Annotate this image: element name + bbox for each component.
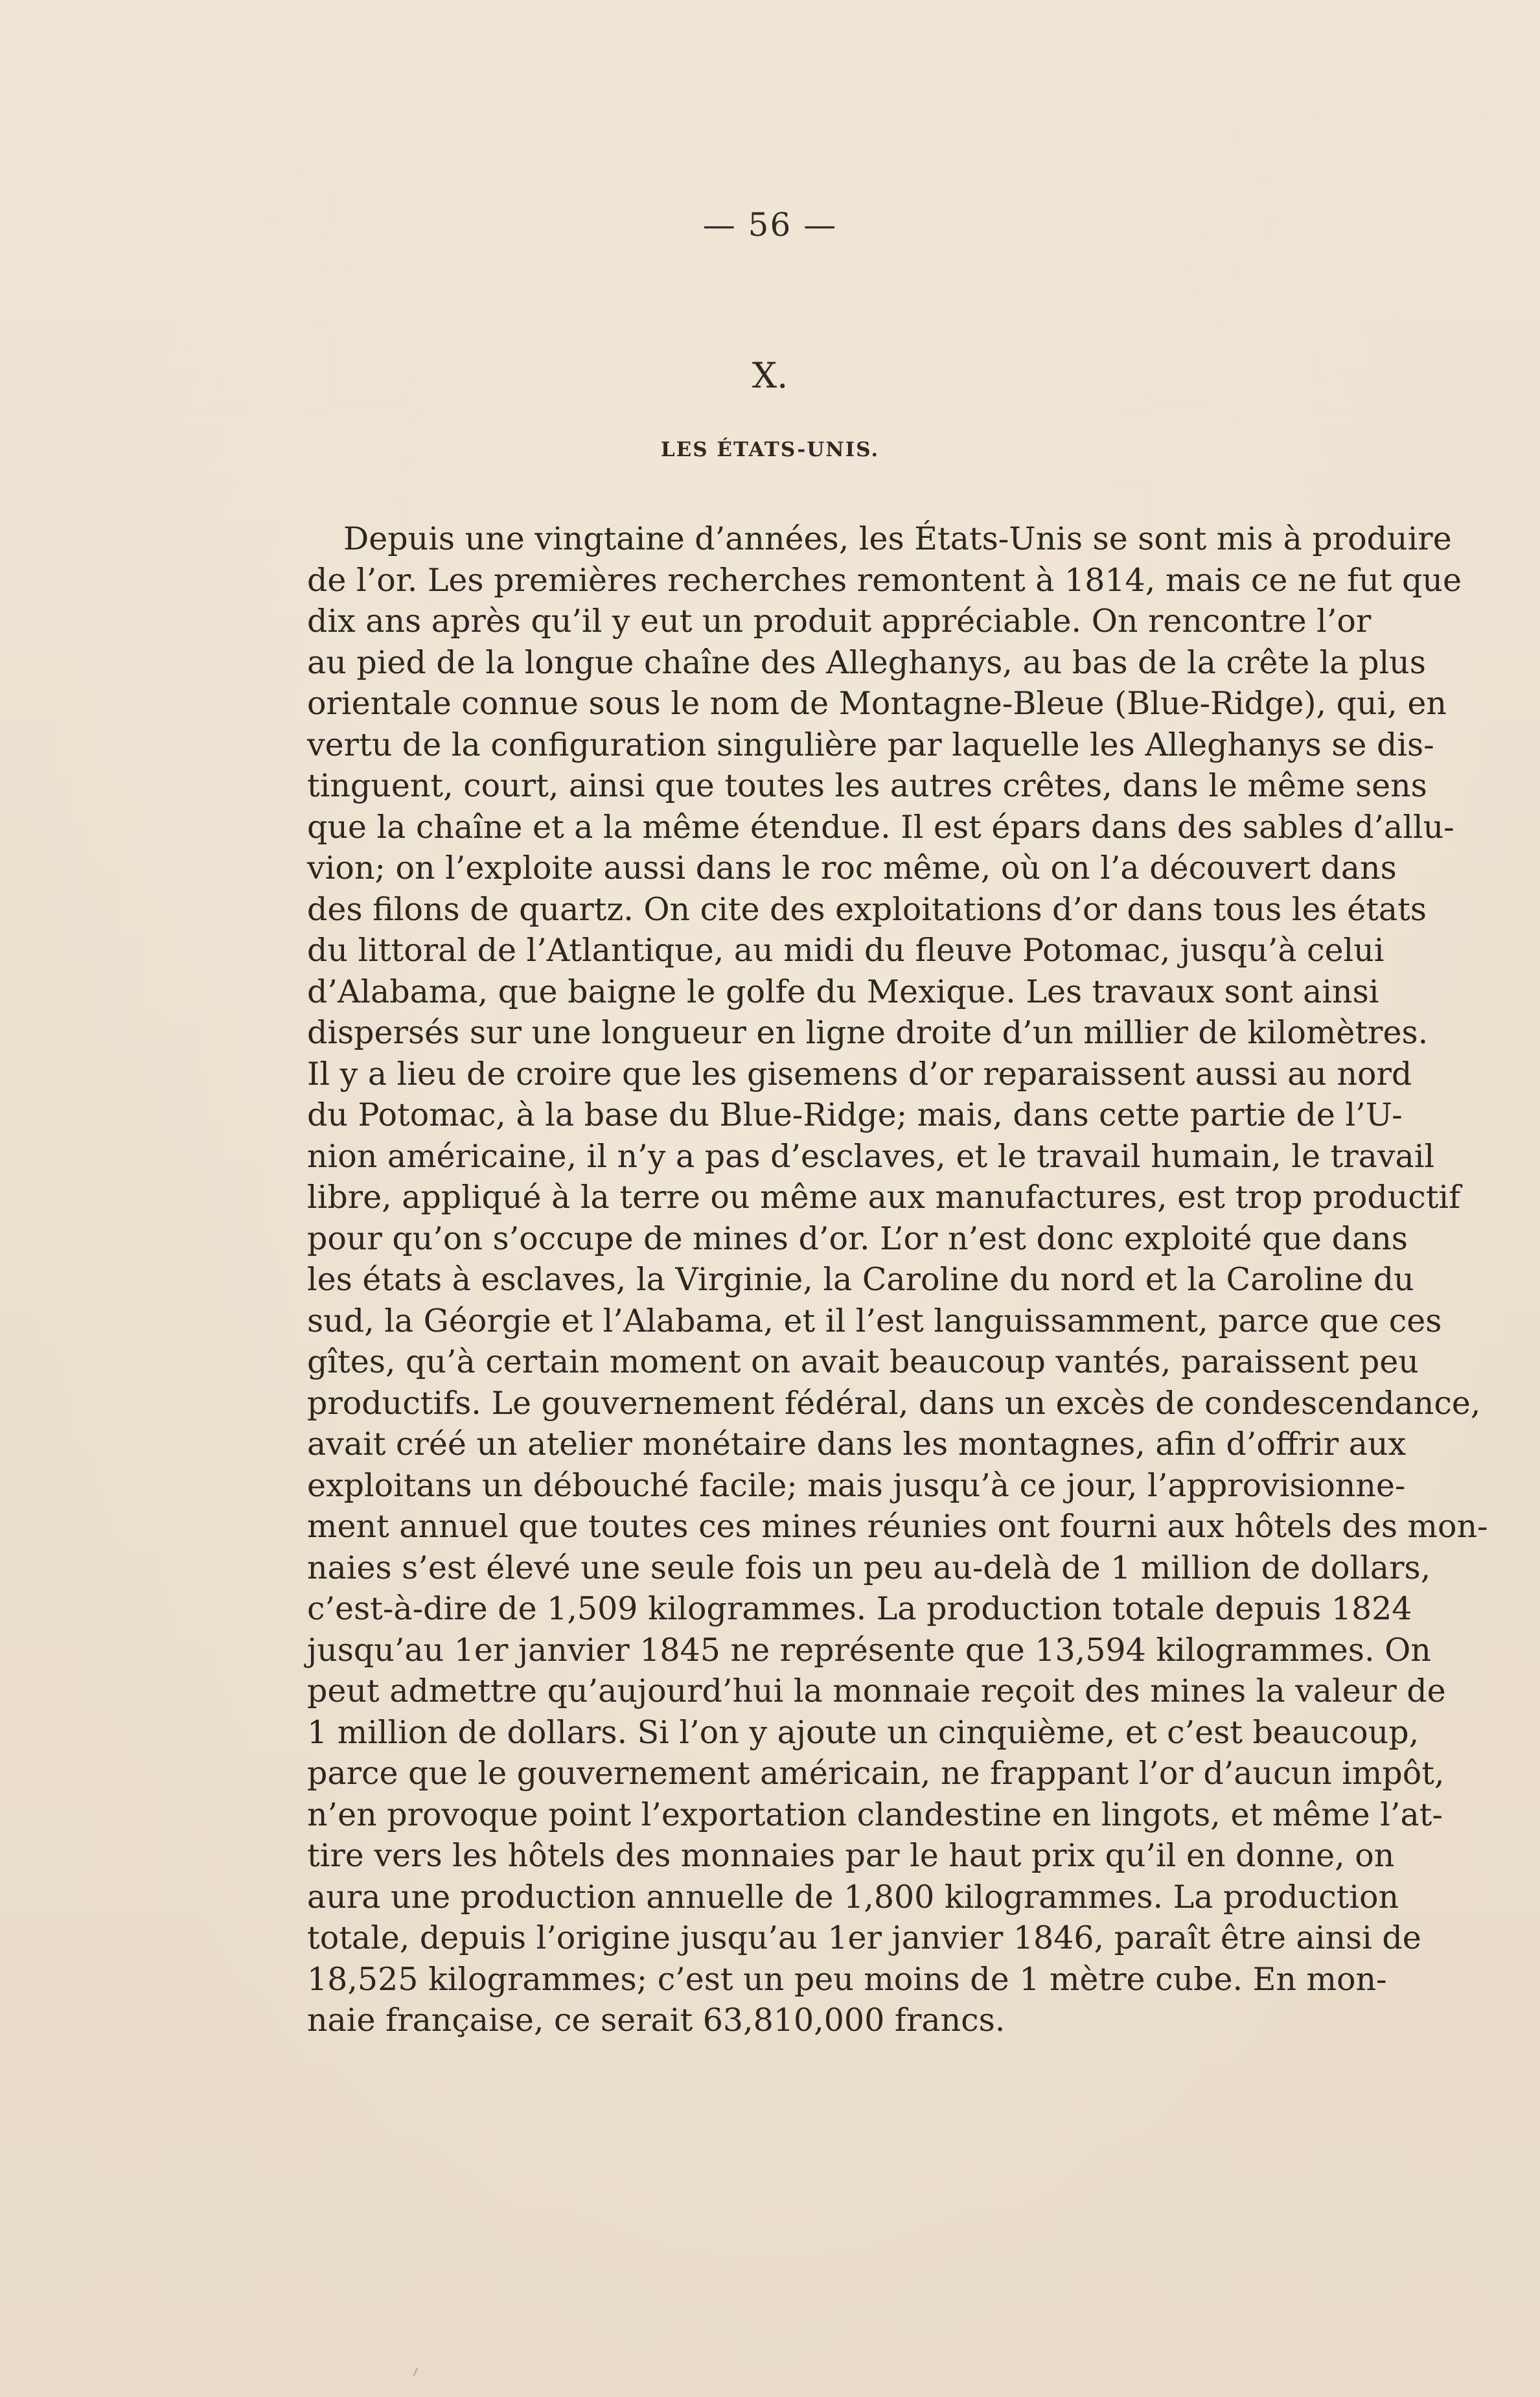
- text-line: peut admettre qu’aujourd’hui la monnaie reçoit des mines la valeur de: [307, 1673, 1446, 1709]
- section-title: LES ÉTATS-UNIS.: [660, 438, 880, 461]
- text-line: n’en provoque point l’exportation clandestine en lingots, et même l’at-: [307, 1796, 1443, 1833]
- text-line: orientale connue sous le nom de Montagne-Bleue (Blue-Ridge), qui, en: [307, 685, 1447, 722]
- text-line: Il y a lieu de croire que les gisemens d’or reparaissent aussi au nord: [307, 1055, 1412, 1093]
- text-line: productifs. Le gouvernement fédéral, dans un excès de condescendance,: [307, 1384, 1481, 1422]
- text-line: dix ans après qu’il y eut un produit appréciable. On rencontre l’or: [307, 603, 1372, 640]
- text-line: naies s’est élevé une seule fois un peu au-delà de 1 million de dollars,: [307, 1549, 1431, 1586]
- text-line: totale, depuis l’origine jusqu’au 1er janvier 1846, paraît être ainsi de: [307, 1919, 1421, 1956]
- paper-mark: [413, 2368, 423, 2379]
- text-line: jusqu’au 1er janvier 1845 ne représente que 13,594 kilogrammes. On: [307, 1631, 1431, 1669]
- text-line: pour qu’on s’occupe de mines d’or. L’or n’est donc exploité que dans: [307, 1220, 1408, 1257]
- text-line: les états à esclaves, la Virginie, la Caroline du nord et la Caroline du: [307, 1261, 1414, 1298]
- text-line: d’Alabama, que baigne le golfe du Mexique. Les travaux sont ainsi: [307, 973, 1379, 1010]
- text-line: dispersés sur une longueur en ligne droite d’un millier de kilomètres.: [307, 1014, 1429, 1051]
- text-line: gîtes, qu’à certain moment on avait beaucoup vantés, paraissent peu: [307, 1343, 1419, 1380]
- text-line: des filons de quartz. On cite des exploitations d’or dans tous les états: [307, 890, 1427, 928]
- section-numeral: X.: [752, 355, 788, 396]
- text-line: avait créé un atelier monétaire dans les montagnes, afin d’offrir aux: [307, 1426, 1407, 1463]
- text-line: 1 million de dollars. Si l’on y ajoute un cinquième, et c’est beaucoup,: [307, 1713, 1419, 1751]
- text-line: de l’or. Les premières recherches remontent à 1814, mais ce ne fut que: [307, 561, 1462, 599]
- text-line: vertu de la configuration singulière par laquelle les Alleghanys se dis-: [307, 726, 1434, 763]
- text-line: nion américaine, il n’y a pas d’esclaves, et le travail humain, le travail: [307, 1137, 1435, 1175]
- text-line: tinguent, court, ainsi que toutes les autres crêtes, dans le même sens: [307, 767, 1427, 804]
- text-line: exploitans un débouché facile; mais jusqu’à ce jour, l’approvisionne-: [307, 1466, 1406, 1504]
- text-line: tire vers les hôtels des monnaies par le haut prix qu’il en donne, on: [307, 1837, 1395, 1874]
- text-line: aura une production annuelle de 1,800 kilogrammes. La production: [307, 1878, 1399, 1916]
- text-line: au pied de la longue chaîne des Alleghanys, au bas de la crête la plus: [307, 643, 1426, 681]
- text-line: Depuis une vingtaine d’années, les États-Unis se sont mis à produire: [343, 520, 1452, 557]
- text-line: du Potomac, à la base du Blue-Ridge; mais, dans cette partie de l’U-: [307, 1096, 1403, 1133]
- text-line: naie française, ce serait 63,810,000 francs.: [307, 2002, 1006, 2039]
- text-line: 18,525 kilogrammes; c’est un peu moins de 1 mètre cube. En mon-: [307, 1960, 1387, 1998]
- text-line: sud, la Géorgie et l’Alabama, et il l’est languissamment, parce que ces: [307, 1302, 1442, 1339]
- text-line: que la chaîne et a la même étendue. Il est épars dans des sables d’allu-: [307, 808, 1454, 846]
- text-line: ment annuel que toutes ces mines réunies ont fourni aux hôtels des mon-: [307, 1508, 1488, 1545]
- body-paragraph: [307, 518, 1488, 2041]
- page-number: — 56 —: [702, 206, 838, 244]
- text-line: parce que le gouvernement américain, ne frappant l’or d’aucun impôt,: [307, 1755, 1445, 1792]
- text-line: vion; on l’exploite aussi dans le roc même, où on l’a découvert dans: [307, 850, 1397, 886]
- text-line: c’est-à-dire de 1,509 kilogrammes. La production totale depuis 1824: [307, 1590, 1412, 1627]
- text-line: libre, appliqué à la terre ou même aux manufactures, est trop productif: [307, 1179, 1461, 1216]
- text-line: du littoral de l’Atlantique, au midi du fleuve Potomac, jusqu’à celui: [307, 932, 1385, 969]
